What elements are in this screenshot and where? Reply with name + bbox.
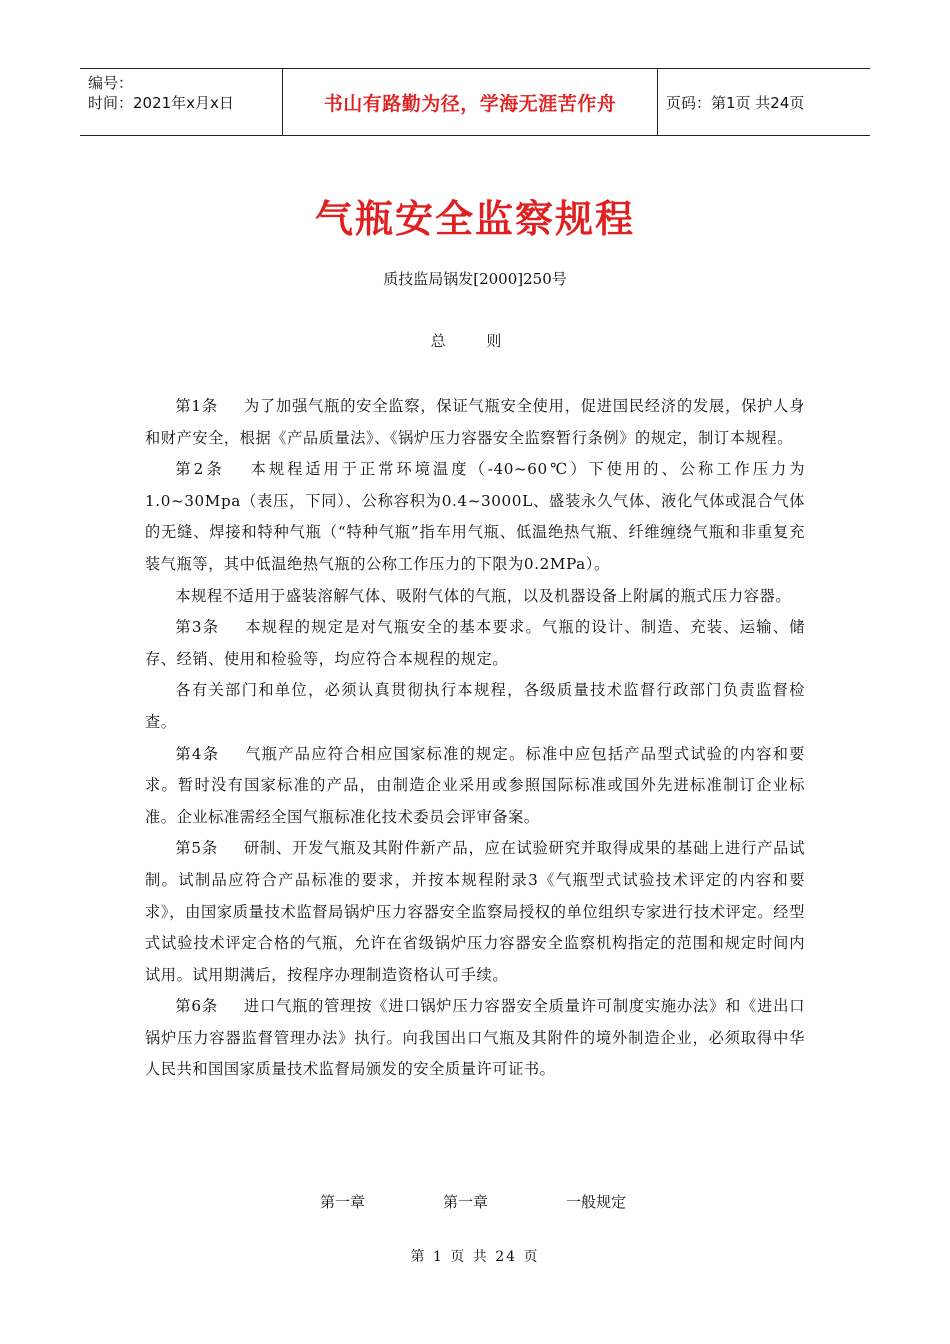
article-number: 第2条: [175, 460, 225, 479]
paragraph: [145, 991, 805, 1086]
document-body: [145, 391, 805, 1086]
article-number: 第1条: [175, 397, 218, 415]
chapter-label: 第一章: [443, 1193, 489, 1211]
paragraph: [145, 454, 805, 580]
paragraph-text: 研制、开发气瓶及其附件新产品，应在试验研究并取得成果的基础上进行产品试制。试制品应符合产品标准的要求，并按本规程附录3《气瓶型式试验技术评定的内容和要求》，由国家质量技术监督局锅炉压力容器安全监察局授权的单位组织专家进行技术评定。经型式试验技术评定合格的气瓶，允许在省级锅炉压力容器安全监察机构指定的范围和规定时间内试用。试用期满后，按程序办理制造资格认可手续。: [145, 839, 806, 984]
paragraph-text: 各有关部门和单位，必须认真贯彻执行本规程，各级质量技术监督行政部门负责监督检查。: [145, 681, 805, 731]
document-number-label: 编号：: [88, 74, 134, 92]
chapter-heading: [320, 1191, 626, 1212]
paragraph: [145, 391, 805, 454]
paragraph: [145, 739, 805, 834]
page-footer: 第 1 页 共 24 页: [410, 1249, 540, 1265]
paragraph-text: 气瓶产品应符合相应国家标准的规定。标准中应包括产品型式试验的内容和要求。暂时没有国家标准的产品，由制造企业采用或参照国际标准或国外先进标准制订企业标准。企业标准需经全国气瓶标准化技术委员会评审备案。: [145, 744, 805, 826]
page-header: [80, 68, 870, 136]
document-subtitle: 质技监局锅发[2000]250号: [383, 270, 567, 288]
document-title: 气瓶安全监察规程: [314, 197, 635, 241]
paragraph: [145, 581, 805, 613]
header-page-info: 页码：第1页 共24页: [666, 93, 805, 112]
paragraph-text: 本规程的规定是对气瓶安全的基本要求。气瓶的设计、制造、充装、运输、储存、经销、使用和检验等，均应符合本规程的规定。: [145, 618, 805, 668]
paragraph-text: 本规程适用于正常环境温度（-40~60℃）下使用的、公称工作压力为1.0~30Mpa（表压，下同）、公称容积为0.4~3000L、盛装永久气体、液化气体或混合气体的无缝、焊接和特种气瓶（“特种气瓶”指车用气瓶、低温绝热气瓶、纤维缠绕气瓶和非重复充装气瓶等，其中低温绝热气瓶的公称工作压力的下限为0.2MPa）。: [145, 460, 805, 573]
article-number: 第3条: [175, 618, 220, 637]
paragraph: [145, 833, 805, 991]
section-heading: 总 则: [430, 332, 520, 350]
header-motto-cell: [282, 69, 658, 135]
article-number: 第6条: [175, 997, 218, 1016]
document-time-label: 时间：2021年x月x日: [88, 94, 234, 112]
paragraph: [145, 675, 805, 738]
article-number: 第5条: [175, 839, 218, 858]
chapter-title: 一般规定: [566, 1193, 627, 1211]
paragraph-text: 本规程不适用于盛装溶解气体、吸附气体的气瓶，以及机器设备上附属的瓶式压力容器。: [175, 586, 792, 605]
header-motto: 书山有路勤为径，学海无涯苦作舟: [323, 92, 617, 115]
chapter-label: 第一章: [320, 1193, 366, 1211]
paragraph-text: 为了加强气瓶的安全监察，保证气瓶安全使用，促进国民经济的发展，保护人身和财产安全，根据《产品质量法》、《锅炉压力容器安全监察暂行条例》的规定，制订本规程。: [145, 397, 806, 447]
paragraph-text: 进口气瓶的管理按《进口锅炉压力容器安全质量许可制度实施办法》和《进出口锅炉压力容器监督管理办法》执行。向我国出口气瓶及其附件的境外制造企业，必须取得中华人民共和国国家质量技术监督局颁发的安全质量许可证书。: [145, 997, 806, 1079]
paragraph: [145, 612, 805, 675]
header-meta: [80, 69, 282, 135]
article-number: 第4条: [175, 744, 220, 763]
